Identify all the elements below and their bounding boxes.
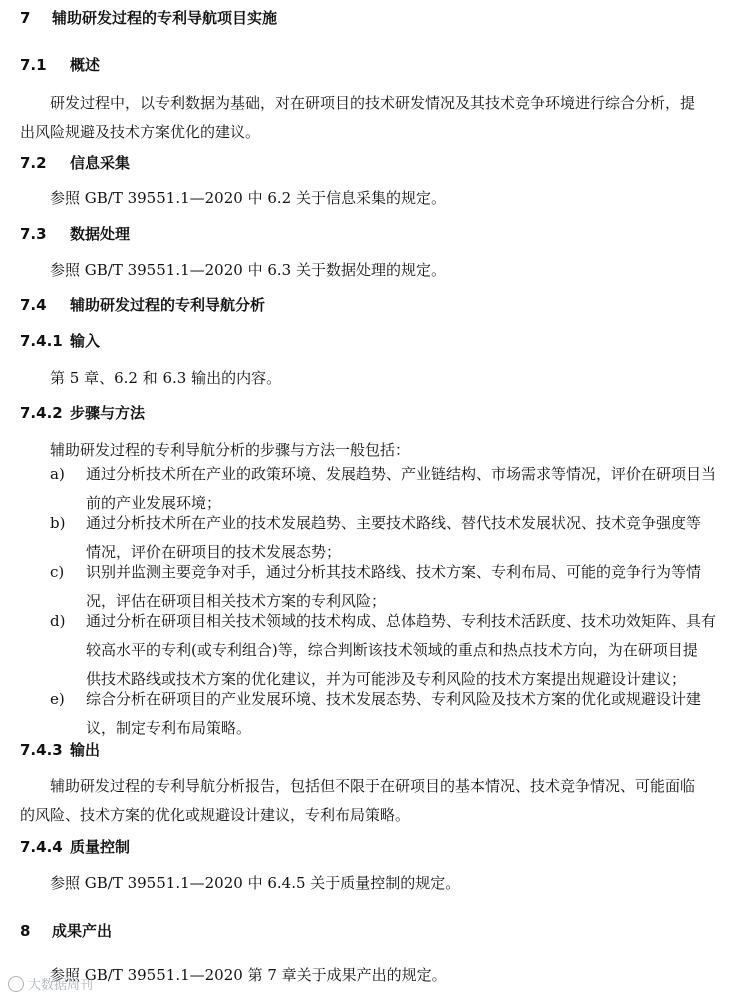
heading-7-3 [20, 224, 130, 244]
paragraph-line: 参照 GB/T 39551.1—2020 中 6.4.5 关于质量控制的规定。 [50, 874, 461, 892]
list-item-label: e) [50, 690, 65, 708]
heading-number: 7.4 [20, 296, 47, 314]
list-item-line: 供技术路线或技术方案的优化建议，并为可能涉及专利风险的技术方案提出规避设计建议； [86, 670, 687, 688]
heading-title: 数据处理 [70, 225, 131, 243]
heading-title: 概述 [70, 56, 101, 74]
heading-number: 7.4.2 [20, 404, 63, 422]
heading-8 [20, 921, 112, 941]
list-item-line: 通过分析技术所在产业的政策环境、发展趋势、产业链结构、市场需求等情况，评价在研项目当 [86, 465, 717, 483]
paragraph-line: 第 5 章、6.2 和 6.3 输出的内容。 [50, 369, 282, 387]
list-item-line: 况，评估在研项目相关技术方案的专利风险； [86, 592, 387, 610]
paragraph-line: 参照 GB/T 39551.1—2020 中 6.2 关于信息采集的规定。 [50, 189, 446, 207]
list-item-label: b) [50, 514, 66, 532]
watermark-text: 大数据周刊 [28, 978, 94, 993]
heading-number: 7.2 [20, 154, 47, 172]
list-item-line: 前的产业发展环境； [86, 494, 222, 512]
paragraph-line: 参照 GB/T 39551.1—2020 中 6.3 关于数据处理的规定。 [50, 261, 446, 279]
list-item-line: 通过分析在研项目相关技术领域的技术构成、总体趋势、专利技术活跃度、技术功效矩阵、具有 [86, 612, 717, 630]
heading-number: 7.1 [20, 56, 47, 74]
paragraph-line: 的风险、技术方案的优化或规避设计建议，专利布局策略。 [20, 806, 411, 824]
paragraph-line: 辅助研发过程的专利导航分析报告，包括但不限于在研项目的基本情况、技术竞争情况、可能面临 [50, 777, 696, 795]
heading-number: 7.3 [20, 225, 47, 243]
heading-7 [20, 8, 277, 28]
heading-title: 辅助研发过程的专利导航分析 [70, 296, 266, 314]
heading-number: 7 [20, 9, 31, 27]
heading-7-2 [20, 153, 130, 173]
list-item-label: a) [50, 465, 65, 483]
heading-7-4-3 [20, 740, 100, 760]
heading-7-1 [20, 55, 100, 75]
paragraph-line: 出风险规避及技术方案优化的建议。 [20, 123, 261, 141]
heading-title: 质量控制 [70, 838, 131, 856]
list-item-label: d) [50, 612, 66, 630]
list-item-line: 较高水平的专利(或专利组合)等，综合判断该技术领域的重点和热点技术方向，为在研项目提 [86, 641, 698, 659]
watermark [8, 974, 93, 993]
watermark-logo-icon [8, 976, 24, 992]
list-item-line: 情况，评价在研项目的技术发展态势； [86, 543, 342, 561]
heading-title: 辅助研发过程的专利导航项目实施 [52, 9, 278, 27]
list-item-line: 综合分析在研项目的产业发展环境、技术发展态势、专利风险及技术方案的优化或规避设计建 [86, 690, 702, 708]
heading-7-4 [20, 295, 265, 315]
heading-title: 输入 [70, 332, 101, 350]
paragraph-line: 参照 GB/T 39551.1—2020 第 7 章关于成果产出的规定。 [50, 966, 447, 984]
heading-title: 信息采集 [70, 154, 131, 172]
heading-title: 成果产出 [52, 922, 113, 940]
heading-7-4-4 [20, 837, 130, 857]
heading-title: 输出 [70, 741, 101, 759]
heading-number: 7.4.4 [20, 838, 63, 856]
heading-number: 7.4.1 [20, 332, 63, 350]
paragraph-line: 辅助研发过程的专利导航分析的步骤与方法一般包括： [50, 441, 411, 459]
list-item-label: c) [50, 563, 65, 581]
heading-7-4-1 [20, 331, 100, 351]
heading-7-4-2 [20, 403, 145, 423]
list-item-line: 议，制定专利布局策略。 [86, 719, 252, 737]
list-item-line: 识别并监测主要竞争对手，通过分析其技术路线、技术方案、专利布局、可能的竞争行为等情 [86, 563, 702, 581]
paragraph-line: 研发过程中，以专利数据为基础，对在研项目的技术研发情况及其技术竞争环境进行综合分析，提 [50, 94, 696, 112]
heading-number: 7.4.3 [20, 741, 63, 759]
heading-number: 8 [20, 922, 31, 940]
heading-title: 步骤与方法 [70, 404, 146, 422]
list-item-line: 通过分析技术所在产业的技术发展趋势、主要技术路线、替代技术发展状况、技术竞争强度等 [86, 514, 702, 532]
